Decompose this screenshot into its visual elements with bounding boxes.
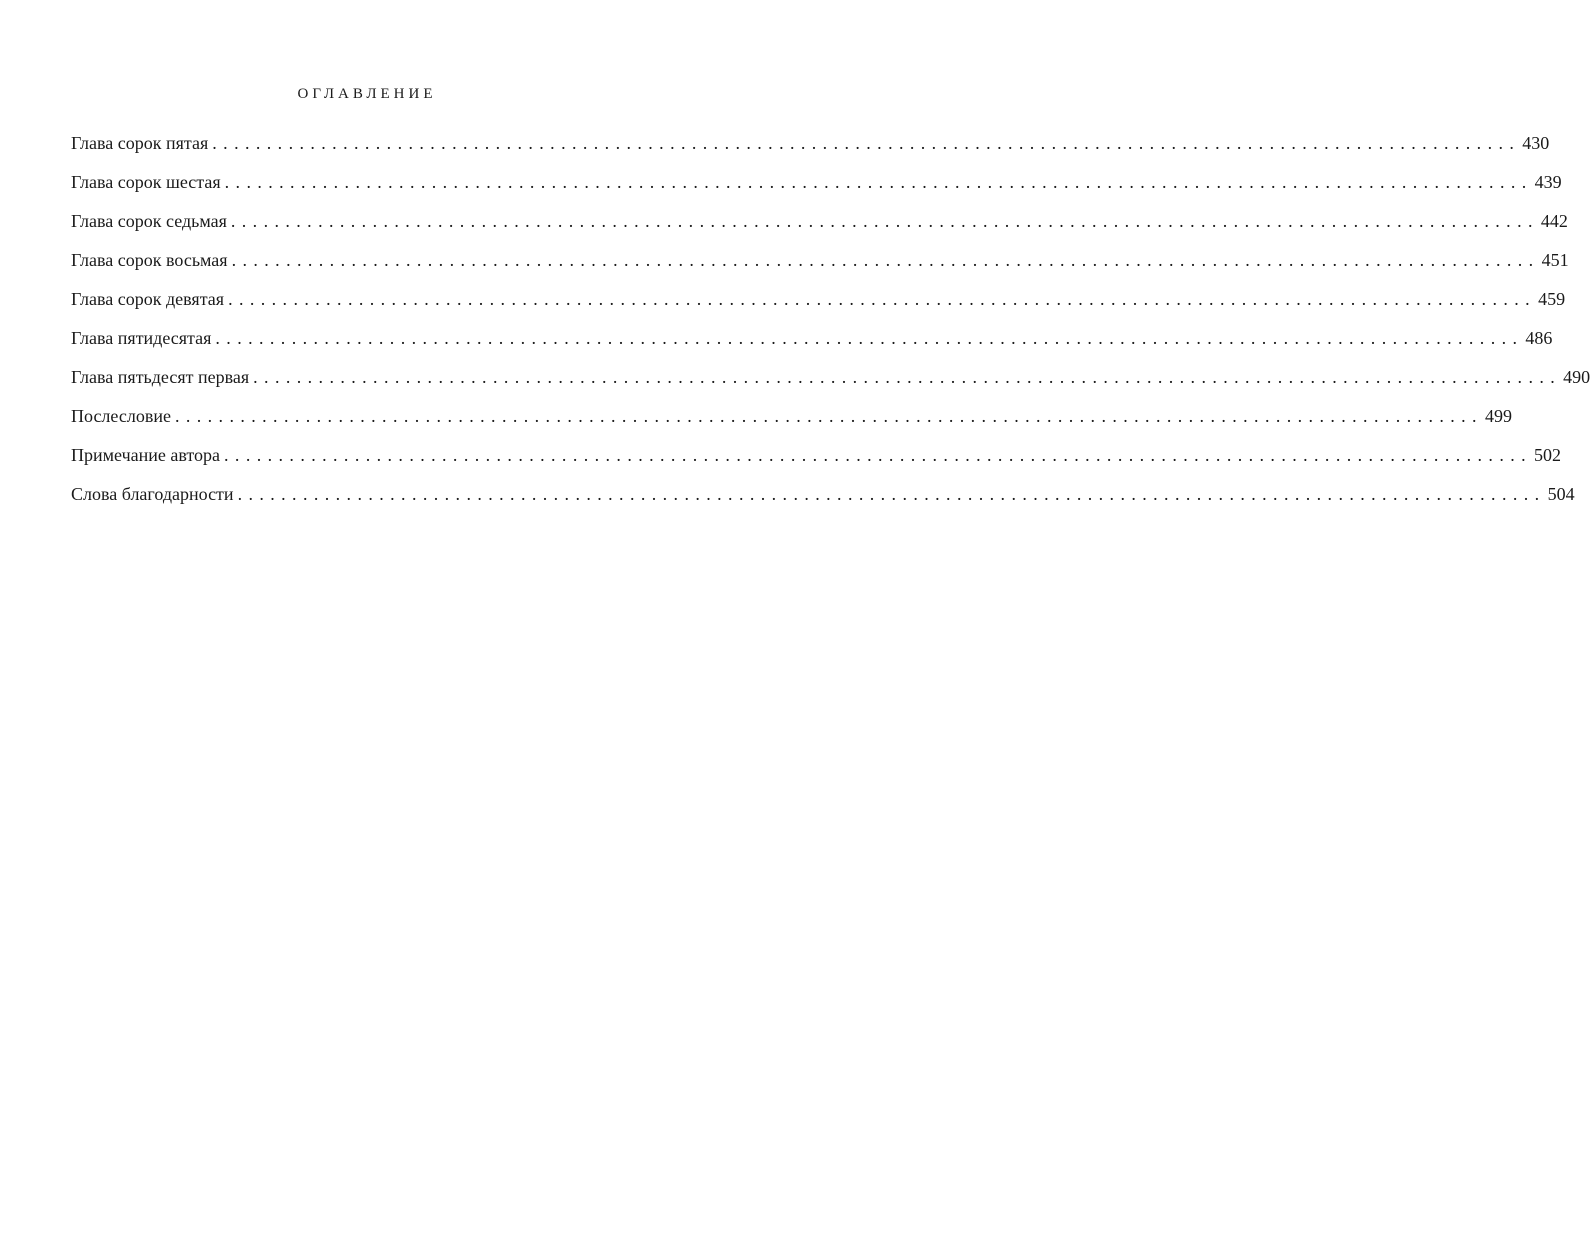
- toc-dot-leader: ........................................................................................................................: [224, 445, 1533, 465]
- toc-list: [71, 131, 1590, 521]
- toc-entry-title: Глава пятьдесят первая: [71, 367, 250, 387]
- toc-entry-page: 499: [1484, 406, 1512, 426]
- toc-entry-page: 451: [1541, 250, 1569, 270]
- toc-entry: [71, 170, 1562, 209]
- toc-entry-title: Глава пятидесятая: [71, 328, 212, 348]
- toc-entry-page: 430: [1522, 133, 1550, 153]
- toc-entry-title: Примечание автора: [71, 445, 221, 465]
- toc-entry: [71, 443, 1562, 482]
- toc-entry-title: Глава сорок восьмая: [71, 250, 228, 270]
- toc-entry: [71, 365, 1590, 404]
- toc-dot-leader: ........................................................................................................................: [253, 367, 1562, 387]
- toc-heading: ОГЛАВЛЕНИЕ: [297, 86, 437, 102]
- toc-entry-title: Глава сорок седьмая: [71, 211, 227, 231]
- toc-dot-leader: ........................................................................................................................: [212, 133, 1521, 153]
- toc-entry-page: 504: [1547, 484, 1575, 504]
- toc-entry: [71, 482, 1575, 521]
- toc-dot-leader: ........................................................................................................................: [215, 328, 1524, 348]
- toc-dot-leader: ........................................................................................................................: [237, 484, 1546, 504]
- toc-entry: [71, 404, 1512, 443]
- toc-dot-leader: ........................................................................................................................: [228, 289, 1537, 309]
- toc-entry: [71, 248, 1569, 287]
- toc-entry-page: 442: [1540, 211, 1568, 231]
- toc-entry-page: 502: [1534, 445, 1562, 465]
- toc-dot-leader: ........................................................................................................................: [224, 172, 1533, 192]
- toc-entry-page: 490: [1563, 367, 1590, 387]
- toc-entry-page: 486: [1525, 328, 1553, 348]
- toc-entry: [71, 209, 1568, 248]
- toc-entry-page: 439: [1534, 172, 1562, 192]
- toc-entry-title: Глава сорок девятая: [71, 289, 225, 309]
- toc-entry: [71, 326, 1553, 365]
- toc-entry-title: Послесловие: [71, 406, 171, 426]
- toc-dot-leader: ........................................................................................................................: [230, 211, 1539, 231]
- toc-entry-page: 459: [1538, 289, 1566, 309]
- toc-dot-leader: ........................................................................................................................: [174, 406, 1483, 426]
- toc-entry: [71, 287, 1566, 326]
- toc-dot-leader: ........................................................................................................................: [231, 250, 1540, 270]
- toc-entry: [71, 131, 1550, 170]
- toc-entry-title: Глава сорок шестая: [71, 172, 221, 192]
- toc-entry-title: Слова благодарности: [71, 484, 234, 504]
- toc-entry-title: Глава сорок пятая: [71, 133, 209, 153]
